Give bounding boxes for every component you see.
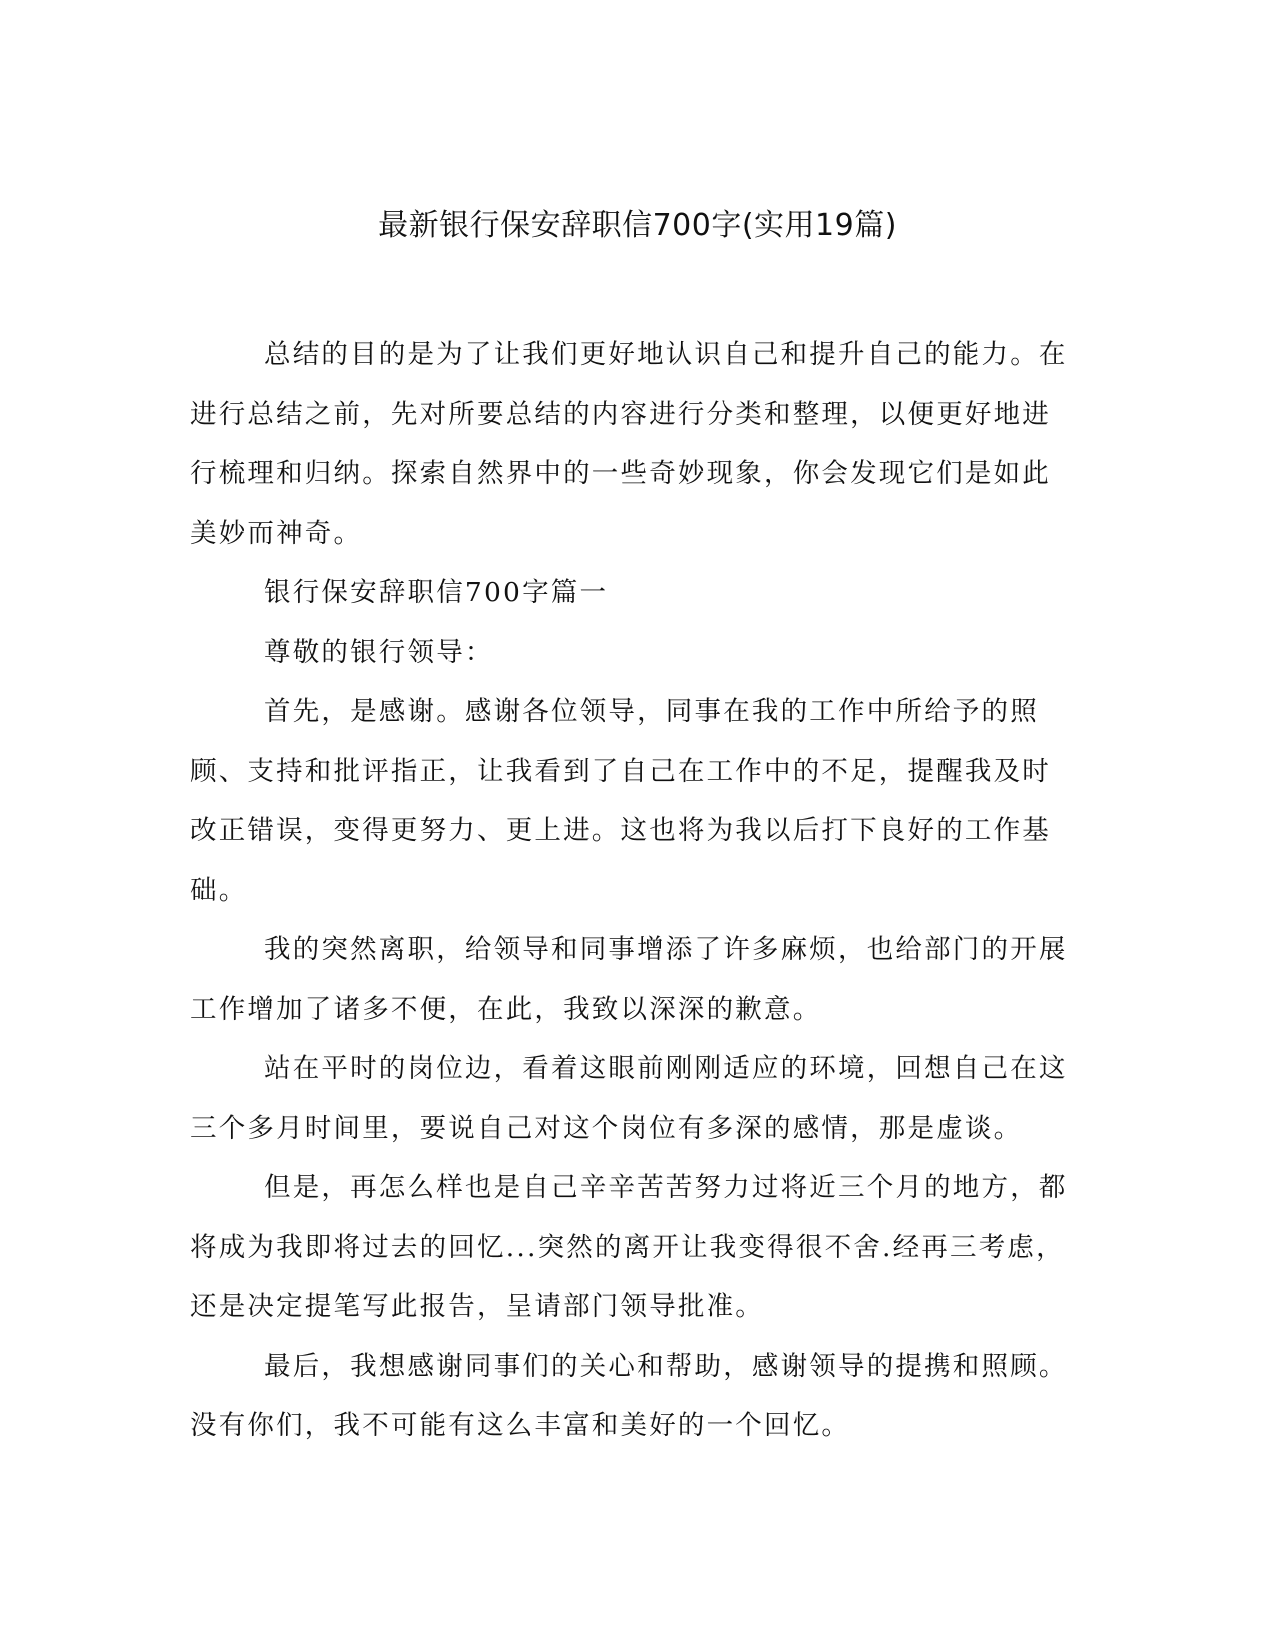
body-paragraph-closing: 最后，我想感谢同事们的关心和帮助，感谢领导的提携和照顾。没有你们，我不可能有这么丰富和美好的一个回忆。 [190, 1350, 1068, 1441]
salutation: 尊敬的银行领导： [264, 636, 494, 668]
section-heading: 银行保安辞职信700字篇一 [264, 577, 609, 608]
body-paragraph-decision: 但是，再怎么样也是自己辛辛苦苦努力过将近三个月的地方，都将成为我即将过去的回忆...突然的离开让我变得很不舍.经再三考虑，还是决定提笔写此报告，呈请部门领导批准。 [190, 1172, 1068, 1322]
body-paragraph-thanks: 首先，是感谢。感谢各位领导，同事在我的工作中所给予的照顾、支持和批评指正，让我看到了自己在工作中的不足，提醒我及时改正错误，变得更努力、更上进。这也将为我以后打下良好的工作基础。 [190, 696, 1051, 906]
body-paragraph-reflection: 站在平时的岗位边，看着这眼前刚刚适应的环境，回想自己在这三个多月时间里，要说自己对这个岗位有多深的感情，那是虚谈。 [190, 1053, 1068, 1144]
document-title: 最新银行保安辞职信700字(实用19篇) [378, 208, 897, 243]
document-body [190, 325, 1078, 1456]
body-paragraph-apology: 我的突然离职，给领导和同事增添了许多麻烦，也给部门的开展工作增加了诸多不便，在此，我致以深深的歉意。 [190, 934, 1068, 1025]
intro-paragraph: 总结的目的是为了让我们更好地认识自己和提升自己的能力。在进行总结之前，先对所要总结的内容进行分类和整理，以便更好地进行梳理和归纳。探索自然界中的一些奇妙现象，你会发现它们是如此美妙而神奇。 [190, 339, 1068, 549]
